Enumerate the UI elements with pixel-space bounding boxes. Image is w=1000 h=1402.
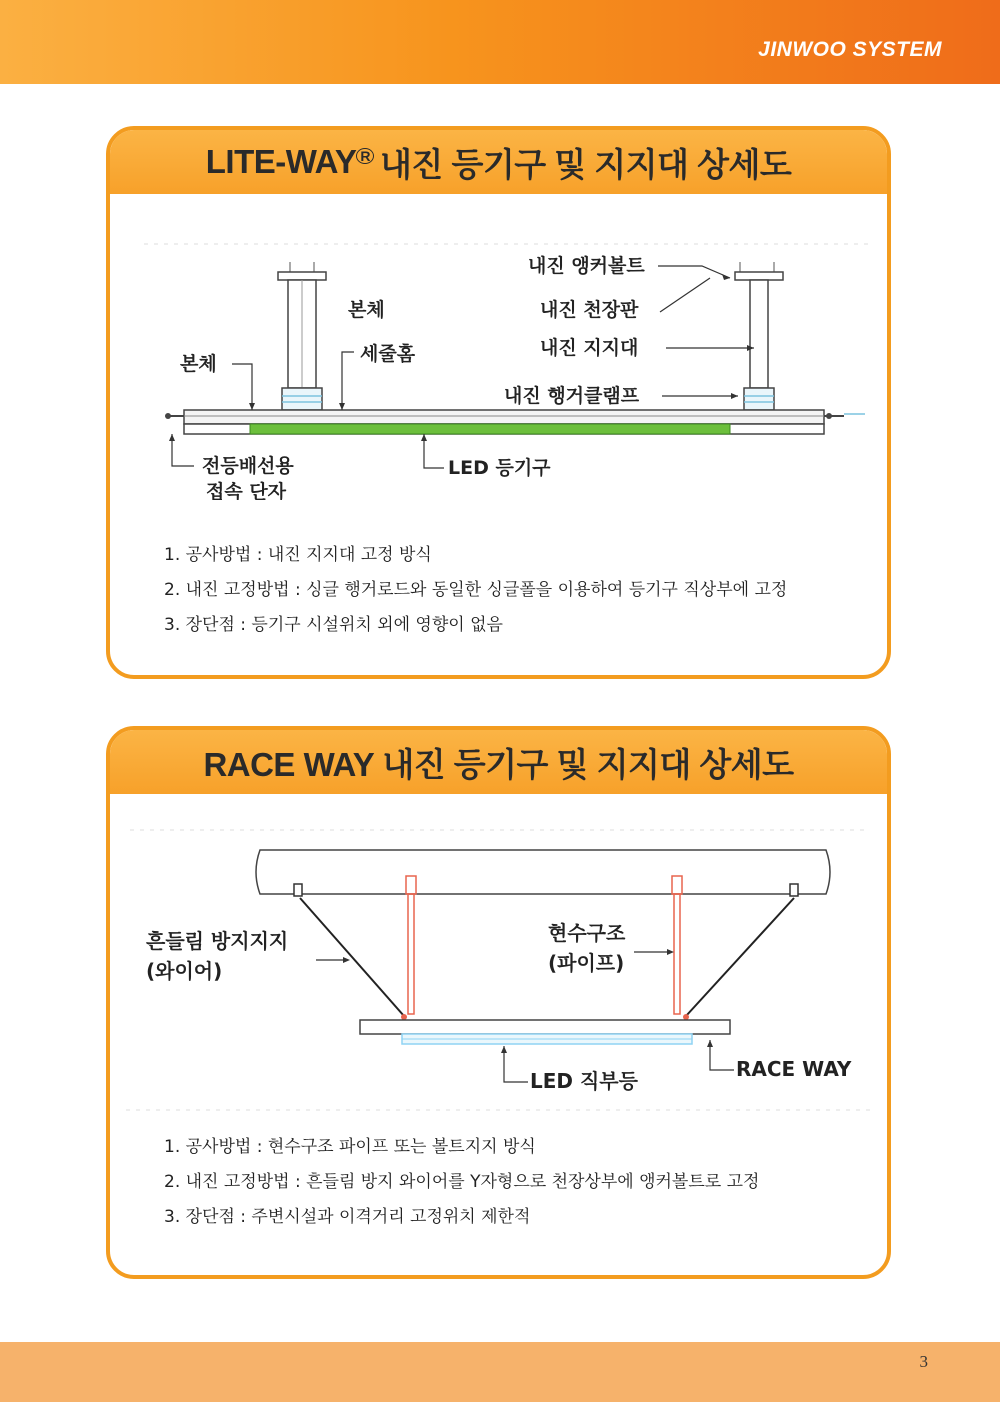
title-prefix: LITE-WAY — [205, 143, 357, 180]
label-terminal-2: 접속 단자 — [206, 481, 287, 500]
label-anchor-bolt: 내진 앵커볼트 — [528, 255, 645, 277]
label-body-top: 본체 — [348, 299, 385, 321]
panel-title — [110, 130, 887, 194]
label-suspension-2: (파이프) — [548, 951, 625, 975]
label-led: LED 등기구 — [448, 457, 551, 479]
brand-name: JINWOO SYSTEM — [758, 38, 942, 61]
title-suffix: 내진 등기구 및 지지대 상세도 — [380, 145, 792, 183]
label-suspension-1: 현수구조 — [548, 921, 626, 945]
page-number: 3 — [919, 1352, 928, 1371]
lite-way-notes — [164, 538, 787, 643]
label-ceiling-plate: 내진 천장판 — [540, 299, 639, 321]
note-item: 2. 내진 고정방법 : 싱글 행거로드와 동일한 싱글폴을 이용하여 등기구 직상부에 고정 — [164, 580, 788, 600]
lite-way-panel — [106, 126, 891, 679]
raceway-panel — [106, 726, 891, 1279]
ceiling-beam — [256, 850, 830, 894]
label-groove: 세줄홈 — [360, 343, 416, 365]
title: RACE WAY 내진 등기구 및 지지대 상세도 — [203, 745, 794, 783]
label-sway-2: (와이어) — [146, 959, 223, 983]
registered-mark: R — [356, 148, 374, 164]
note-item: 2. 내진 고정방법 : 흔들림 방지 와이어를 Y자형으로 천장상부에 앵커볼트로 고정 — [164, 1172, 760, 1192]
note-item: 1. 공사방법 : 내진 지지대 고정 방식 — [164, 545, 432, 565]
suspension-pipes — [406, 876, 682, 1014]
label-raceway: RACE WAY — [736, 1057, 852, 1081]
label-hanger-clamp: 내진 행거클램프 — [504, 385, 640, 407]
label-led: LED 직부등 — [530, 1069, 638, 1093]
lite-way-diagram — [110, 200, 887, 500]
label-terminal-1: 전등배선용 — [202, 455, 294, 477]
note-item: 3. 장단점 : 주변시설과 이격거리 고정위치 제한적 — [164, 1207, 531, 1227]
note-item: 1. 공사방법 : 현수구조 파이프 또는 볼트지지 방식 — [164, 1137, 536, 1157]
sway-wires — [300, 898, 794, 1016]
right-support — [735, 262, 783, 410]
panel-title — [110, 730, 887, 794]
note-item: 3. 장단점 : 등기구 시설위치 외에 영향이 없음 — [164, 615, 503, 635]
label-support: 내진 지지대 — [540, 337, 639, 359]
raceway-notes — [164, 1130, 759, 1235]
light-body — [165, 410, 865, 434]
left-support — [278, 262, 326, 410]
label-sway-1: 흔들림 방지지지 — [146, 929, 289, 953]
label-body-left: 본체 — [180, 353, 217, 375]
raceway-diagram — [110, 800, 887, 1120]
footer-band — [0, 1342, 1000, 1402]
